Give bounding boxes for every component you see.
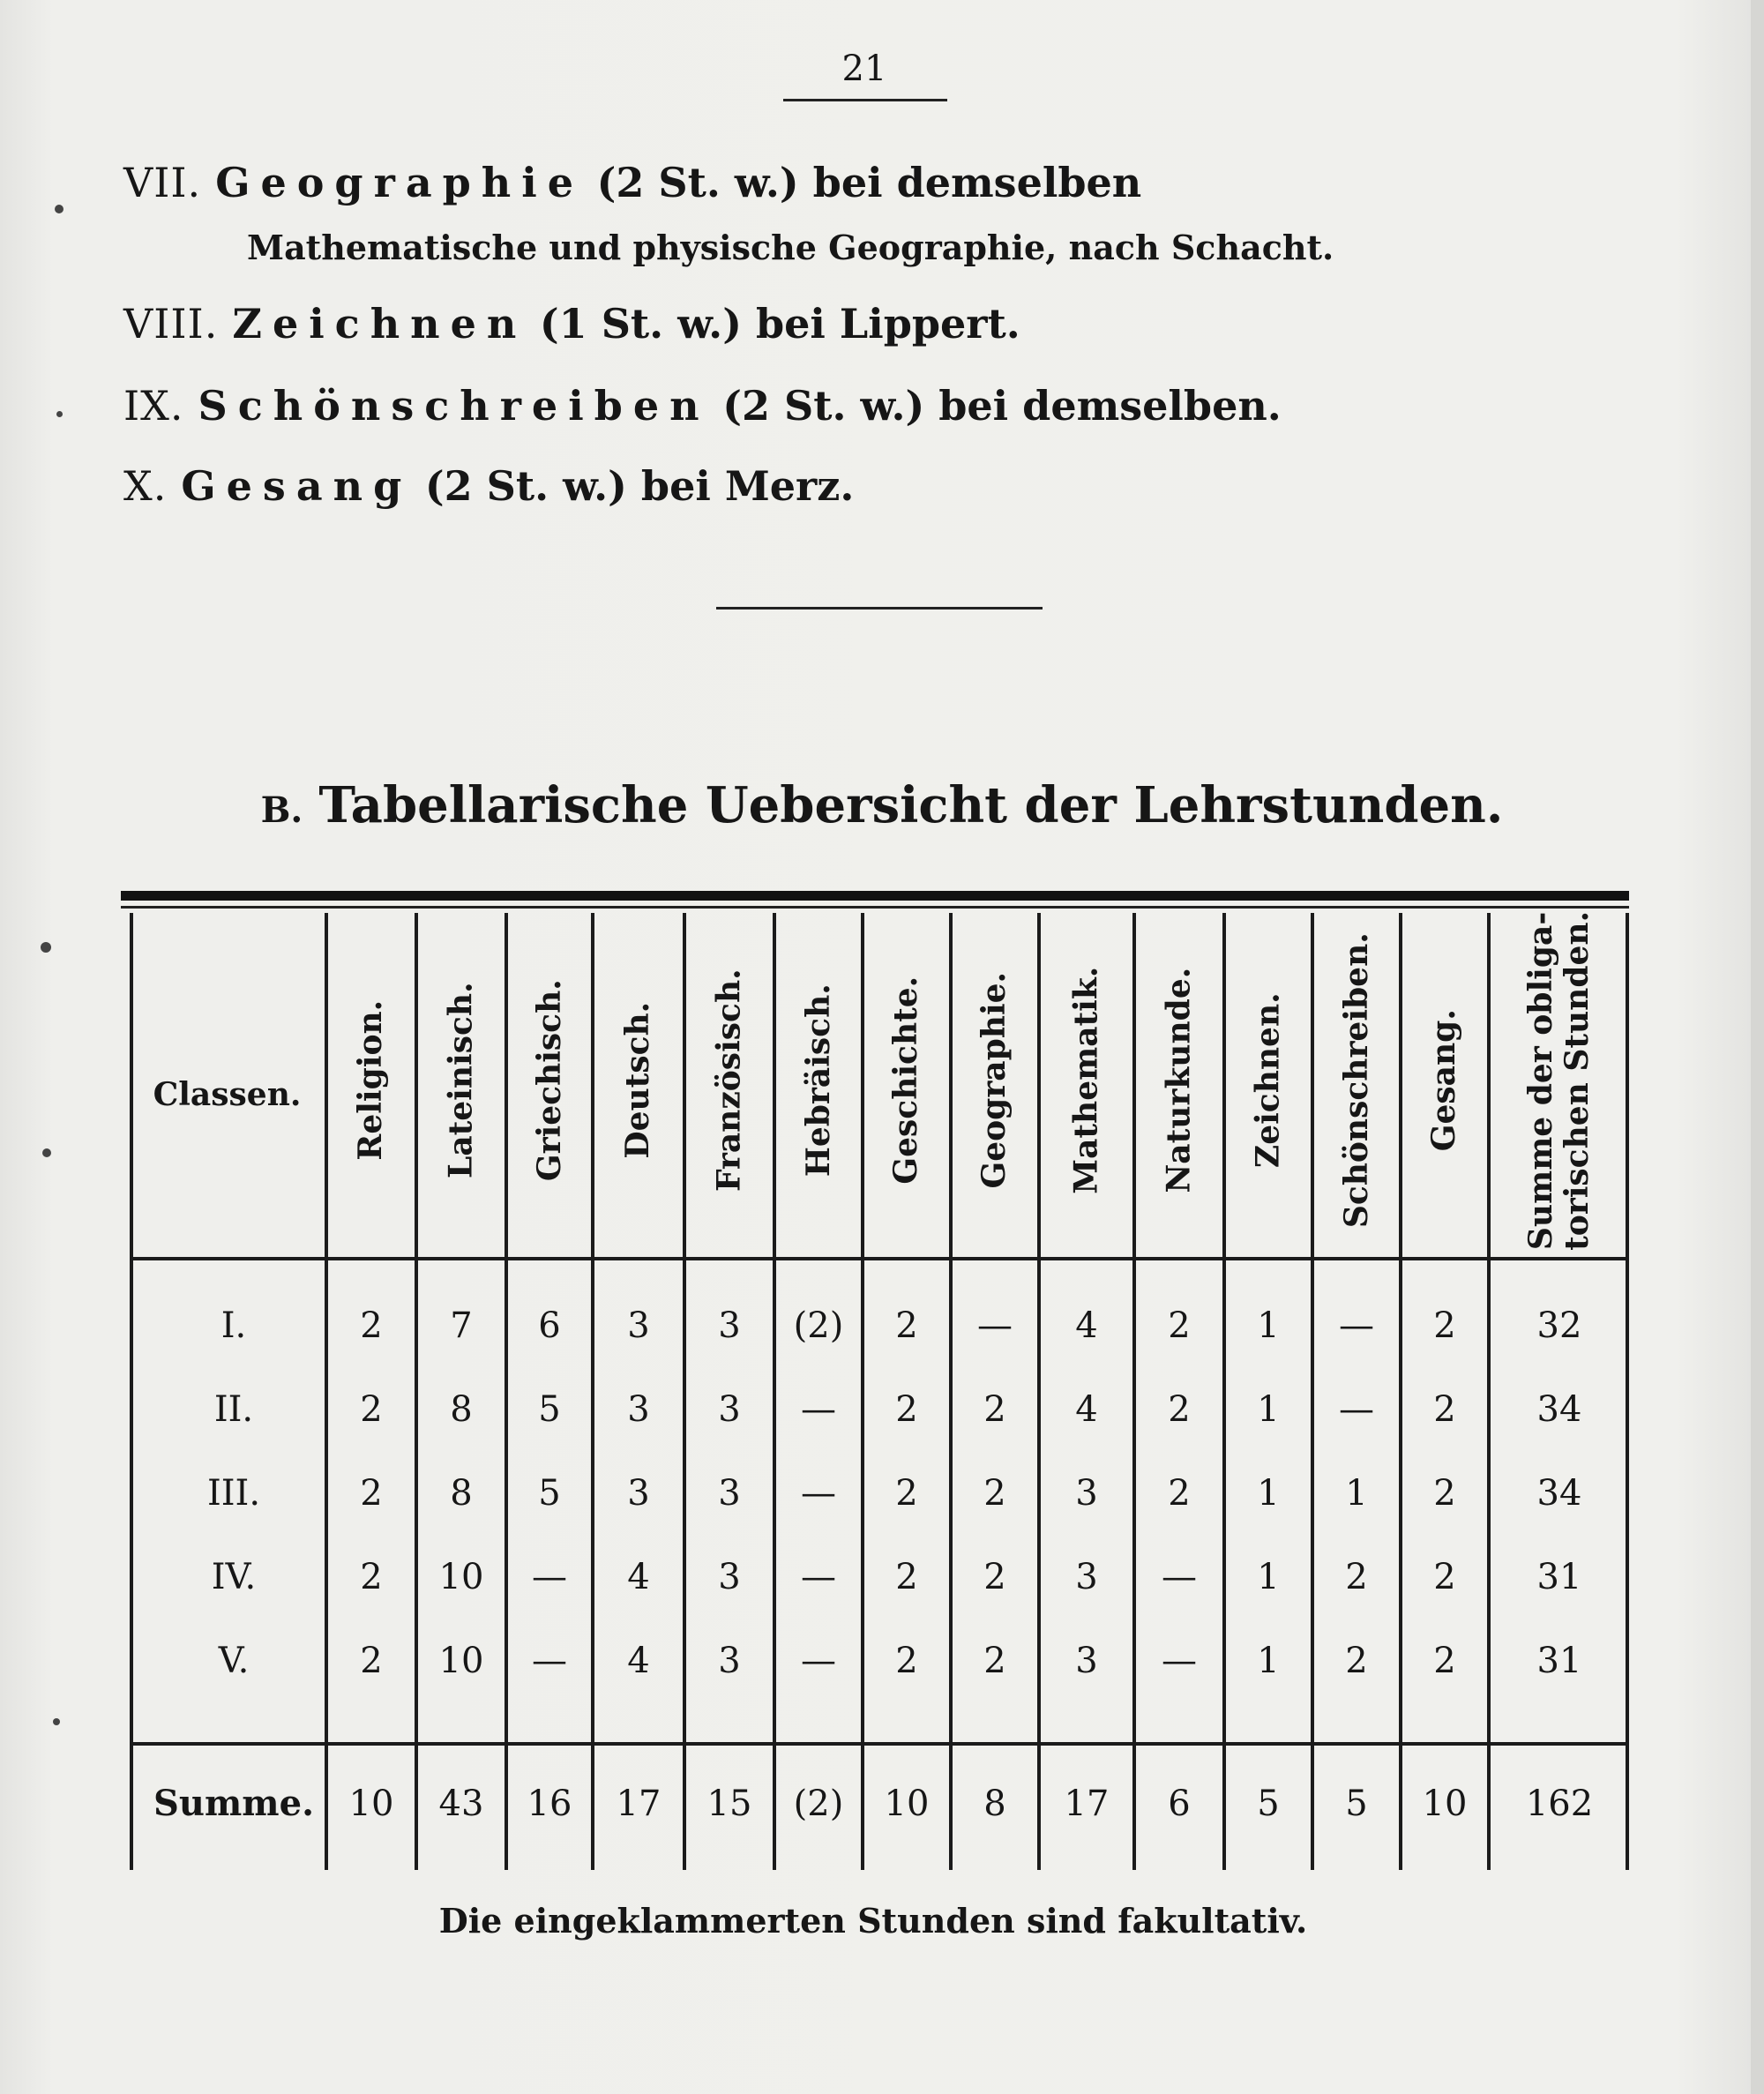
total-cell: 15	[706, 1784, 752, 1824]
table-top-rule	[121, 891, 1629, 901]
table-cell: 2	[1345, 1641, 1368, 1681]
section-roman: VII.	[123, 159, 202, 206]
column-header	[1401, 913, 1489, 1248]
column-header	[506, 913, 593, 1248]
column-header	[1039, 913, 1134, 1248]
total-cell: 10	[884, 1784, 930, 1824]
column-header-label: Griechisch.	[530, 979, 568, 1182]
table-left-border	[130, 913, 133, 1870]
table-cell: 2	[895, 1641, 918, 1681]
table-cell: 2	[1433, 1557, 1456, 1597]
total-cell: 6	[1168, 1784, 1191, 1824]
table-cell: 10	[438, 1557, 484, 1597]
table-cell: 2	[1168, 1473, 1191, 1514]
row-label: IV.	[211, 1557, 257, 1597]
table-cell: 5	[538, 1473, 561, 1514]
table-cell: 2	[360, 1641, 383, 1681]
table-cell: 3	[718, 1389, 741, 1430]
table-cell: 3	[718, 1557, 741, 1597]
page-number: 21	[841, 49, 887, 89]
table-cell: 3	[718, 1305, 741, 1346]
table-cell: —	[801, 1473, 836, 1514]
table-cell: 10	[438, 1641, 484, 1681]
total-cell: 10	[348, 1784, 394, 1824]
table-cell: 2	[983, 1473, 1006, 1514]
column-header	[326, 913, 416, 1248]
column-header-label: Gesang.	[1425, 1009, 1463, 1152]
table-cell: 32	[1536, 1305, 1582, 1346]
column-header	[593, 913, 684, 1248]
column-header	[1489, 910, 1630, 1251]
table-cell: 2	[983, 1389, 1006, 1430]
section-subject: Gesang	[181, 462, 413, 510]
row-label: II.	[213, 1389, 254, 1430]
section-detail: (1 St. w.) bei Lippert.	[539, 300, 1020, 348]
column-header	[951, 913, 1039, 1248]
table-cell: 2	[360, 1389, 383, 1430]
row-header: Classen.	[153, 1076, 302, 1113]
table-cell: 1	[1257, 1473, 1280, 1514]
column-header	[1224, 913, 1312, 1248]
section-roman: X.	[123, 462, 168, 510]
total-label: Summe.	[153, 1783, 314, 1824]
column-header-label: Zeichnen.	[1249, 992, 1287, 1169]
table-prefix: B.	[260, 789, 303, 831]
column-header-label: Naturkunde.	[1160, 968, 1198, 1193]
table-cell: —	[801, 1557, 836, 1597]
table-cell: 8	[450, 1389, 473, 1430]
table-cell: 1	[1257, 1389, 1280, 1430]
table-cell: 1	[1257, 1557, 1280, 1597]
section-subject: Schönschreiben	[198, 382, 710, 430]
section-roman: VIII.	[123, 300, 219, 348]
table-cell: 3	[1075, 1473, 1098, 1514]
table-top-rule-thin	[121, 906, 1629, 909]
section-subject: Zeichnen	[232, 300, 527, 348]
table-cell: 3	[718, 1641, 741, 1681]
table-cell: —	[532, 1641, 567, 1681]
column-header-label: Geschichte.	[887, 976, 925, 1185]
total-cell: 17	[616, 1784, 662, 1824]
section-subject: Geographie	[215, 159, 584, 206]
table-cell: 2	[895, 1557, 918, 1597]
column-header-label: Geographie.	[975, 972, 1013, 1189]
table-cell: 2	[1433, 1389, 1456, 1430]
section-detail: (2 St. w.) bei demselben.	[722, 382, 1282, 430]
column-header-label: Französisch.	[710, 968, 748, 1193]
table-cell: —	[1162, 1641, 1197, 1681]
table-cell: 2	[895, 1305, 918, 1346]
table-cell: 34	[1536, 1473, 1582, 1514]
table-cell: 31	[1536, 1641, 1582, 1681]
total-cell: 17	[1064, 1784, 1110, 1824]
table-cell: 3	[718, 1473, 741, 1514]
row-label: III.	[206, 1473, 261, 1514]
table-cell: 3	[1075, 1557, 1098, 1597]
total-cell: 5	[1257, 1784, 1280, 1824]
table-cell: —	[801, 1641, 836, 1681]
header-separator	[130, 1257, 1629, 1260]
total-cell: 162	[1525, 1784, 1594, 1824]
table-title-text: Tabellarische Uebersicht der Lehrstunden.	[318, 776, 1504, 834]
column-header	[1134, 913, 1224, 1248]
total-separator	[130, 1742, 1629, 1746]
table-cell: —	[1162, 1557, 1197, 1597]
table-cell: 1	[1257, 1641, 1280, 1681]
table-cell: 4	[1075, 1305, 1098, 1346]
section-detail: (2 St. w.) bei demselben	[596, 159, 1142, 206]
table-cell: 2	[895, 1389, 918, 1430]
column-header-label: Summe der obliga- torischen Stunden.	[1521, 910, 1596, 1251]
table-cell: 2	[1433, 1641, 1456, 1681]
table-cell: 1	[1257, 1305, 1280, 1346]
table-cell: 2	[360, 1305, 383, 1346]
table-cell: 2	[983, 1641, 1006, 1681]
column-header	[684, 913, 774, 1248]
table-cell: 4	[627, 1557, 650, 1597]
column-header	[416, 913, 506, 1248]
column-header	[774, 913, 863, 1248]
column-header-label: Schönschreiben.	[1337, 932, 1375, 1229]
table-cell: 2	[1345, 1557, 1368, 1597]
table-cell: 5	[538, 1389, 561, 1430]
table-cell: 2	[360, 1557, 383, 1597]
table-cell: 31	[1536, 1557, 1582, 1597]
table-cell: 2	[983, 1557, 1006, 1597]
table-cell: (2)	[793, 1305, 844, 1346]
table-cell: 4	[627, 1641, 650, 1681]
table-cell: 2	[1433, 1473, 1456, 1514]
table-cell: 2	[1433, 1305, 1456, 1346]
table-cell: 3	[1075, 1641, 1098, 1681]
table-cell: 3	[627, 1473, 650, 1514]
table-cell: 2	[895, 1473, 918, 1514]
table-cell: 1	[1345, 1473, 1368, 1514]
column-header-label: Hebräisch.	[799, 983, 837, 1178]
column-header-label: Mathematik.	[1067, 966, 1105, 1195]
table-cell: 4	[1075, 1389, 1098, 1430]
section-detail: (2 St. w.) bei Merz.	[424, 462, 855, 510]
table-cell: 3	[627, 1305, 650, 1346]
table-cell: —	[1339, 1389, 1374, 1430]
table-cell: 34	[1536, 1389, 1582, 1430]
table-cell: —	[532, 1557, 567, 1597]
table-cell: 2	[1168, 1389, 1191, 1430]
table-cell: 7	[450, 1305, 473, 1346]
column-header-label: Lateinisch.	[442, 982, 480, 1179]
table-cell: 6	[538, 1305, 561, 1346]
total-cell: 5	[1345, 1784, 1368, 1824]
total-cell: 8	[983, 1784, 1006, 1824]
column-header	[863, 913, 951, 1248]
row-label: I.	[220, 1305, 247, 1346]
total-cell: 43	[438, 1784, 484, 1824]
table-cell: —	[1339, 1305, 1374, 1346]
table-cell: —	[977, 1305, 1013, 1346]
section-roman: IX.	[123, 382, 184, 430]
column-header-label: Religion.	[352, 1000, 390, 1161]
table-cell: 2	[1168, 1305, 1191, 1346]
table-cell: 8	[450, 1473, 473, 1514]
row-label: V.	[218, 1641, 250, 1681]
table-cell: 2	[360, 1473, 383, 1514]
table-footnote: Die eingeklammerten Stunden sind fakultativ.	[438, 1901, 1308, 1941]
table-cell: 3	[627, 1389, 650, 1430]
total-cell: 16	[527, 1784, 572, 1824]
total-cell: 10	[1422, 1784, 1468, 1824]
total-cell: (2)	[793, 1784, 844, 1824]
column-header	[1312, 913, 1401, 1248]
table-cell: —	[801, 1389, 836, 1430]
geography-note: Mathematische und physische Geographie, nach Schacht.	[247, 228, 1334, 267]
column-header-label: Deutsch.	[619, 1002, 657, 1159]
